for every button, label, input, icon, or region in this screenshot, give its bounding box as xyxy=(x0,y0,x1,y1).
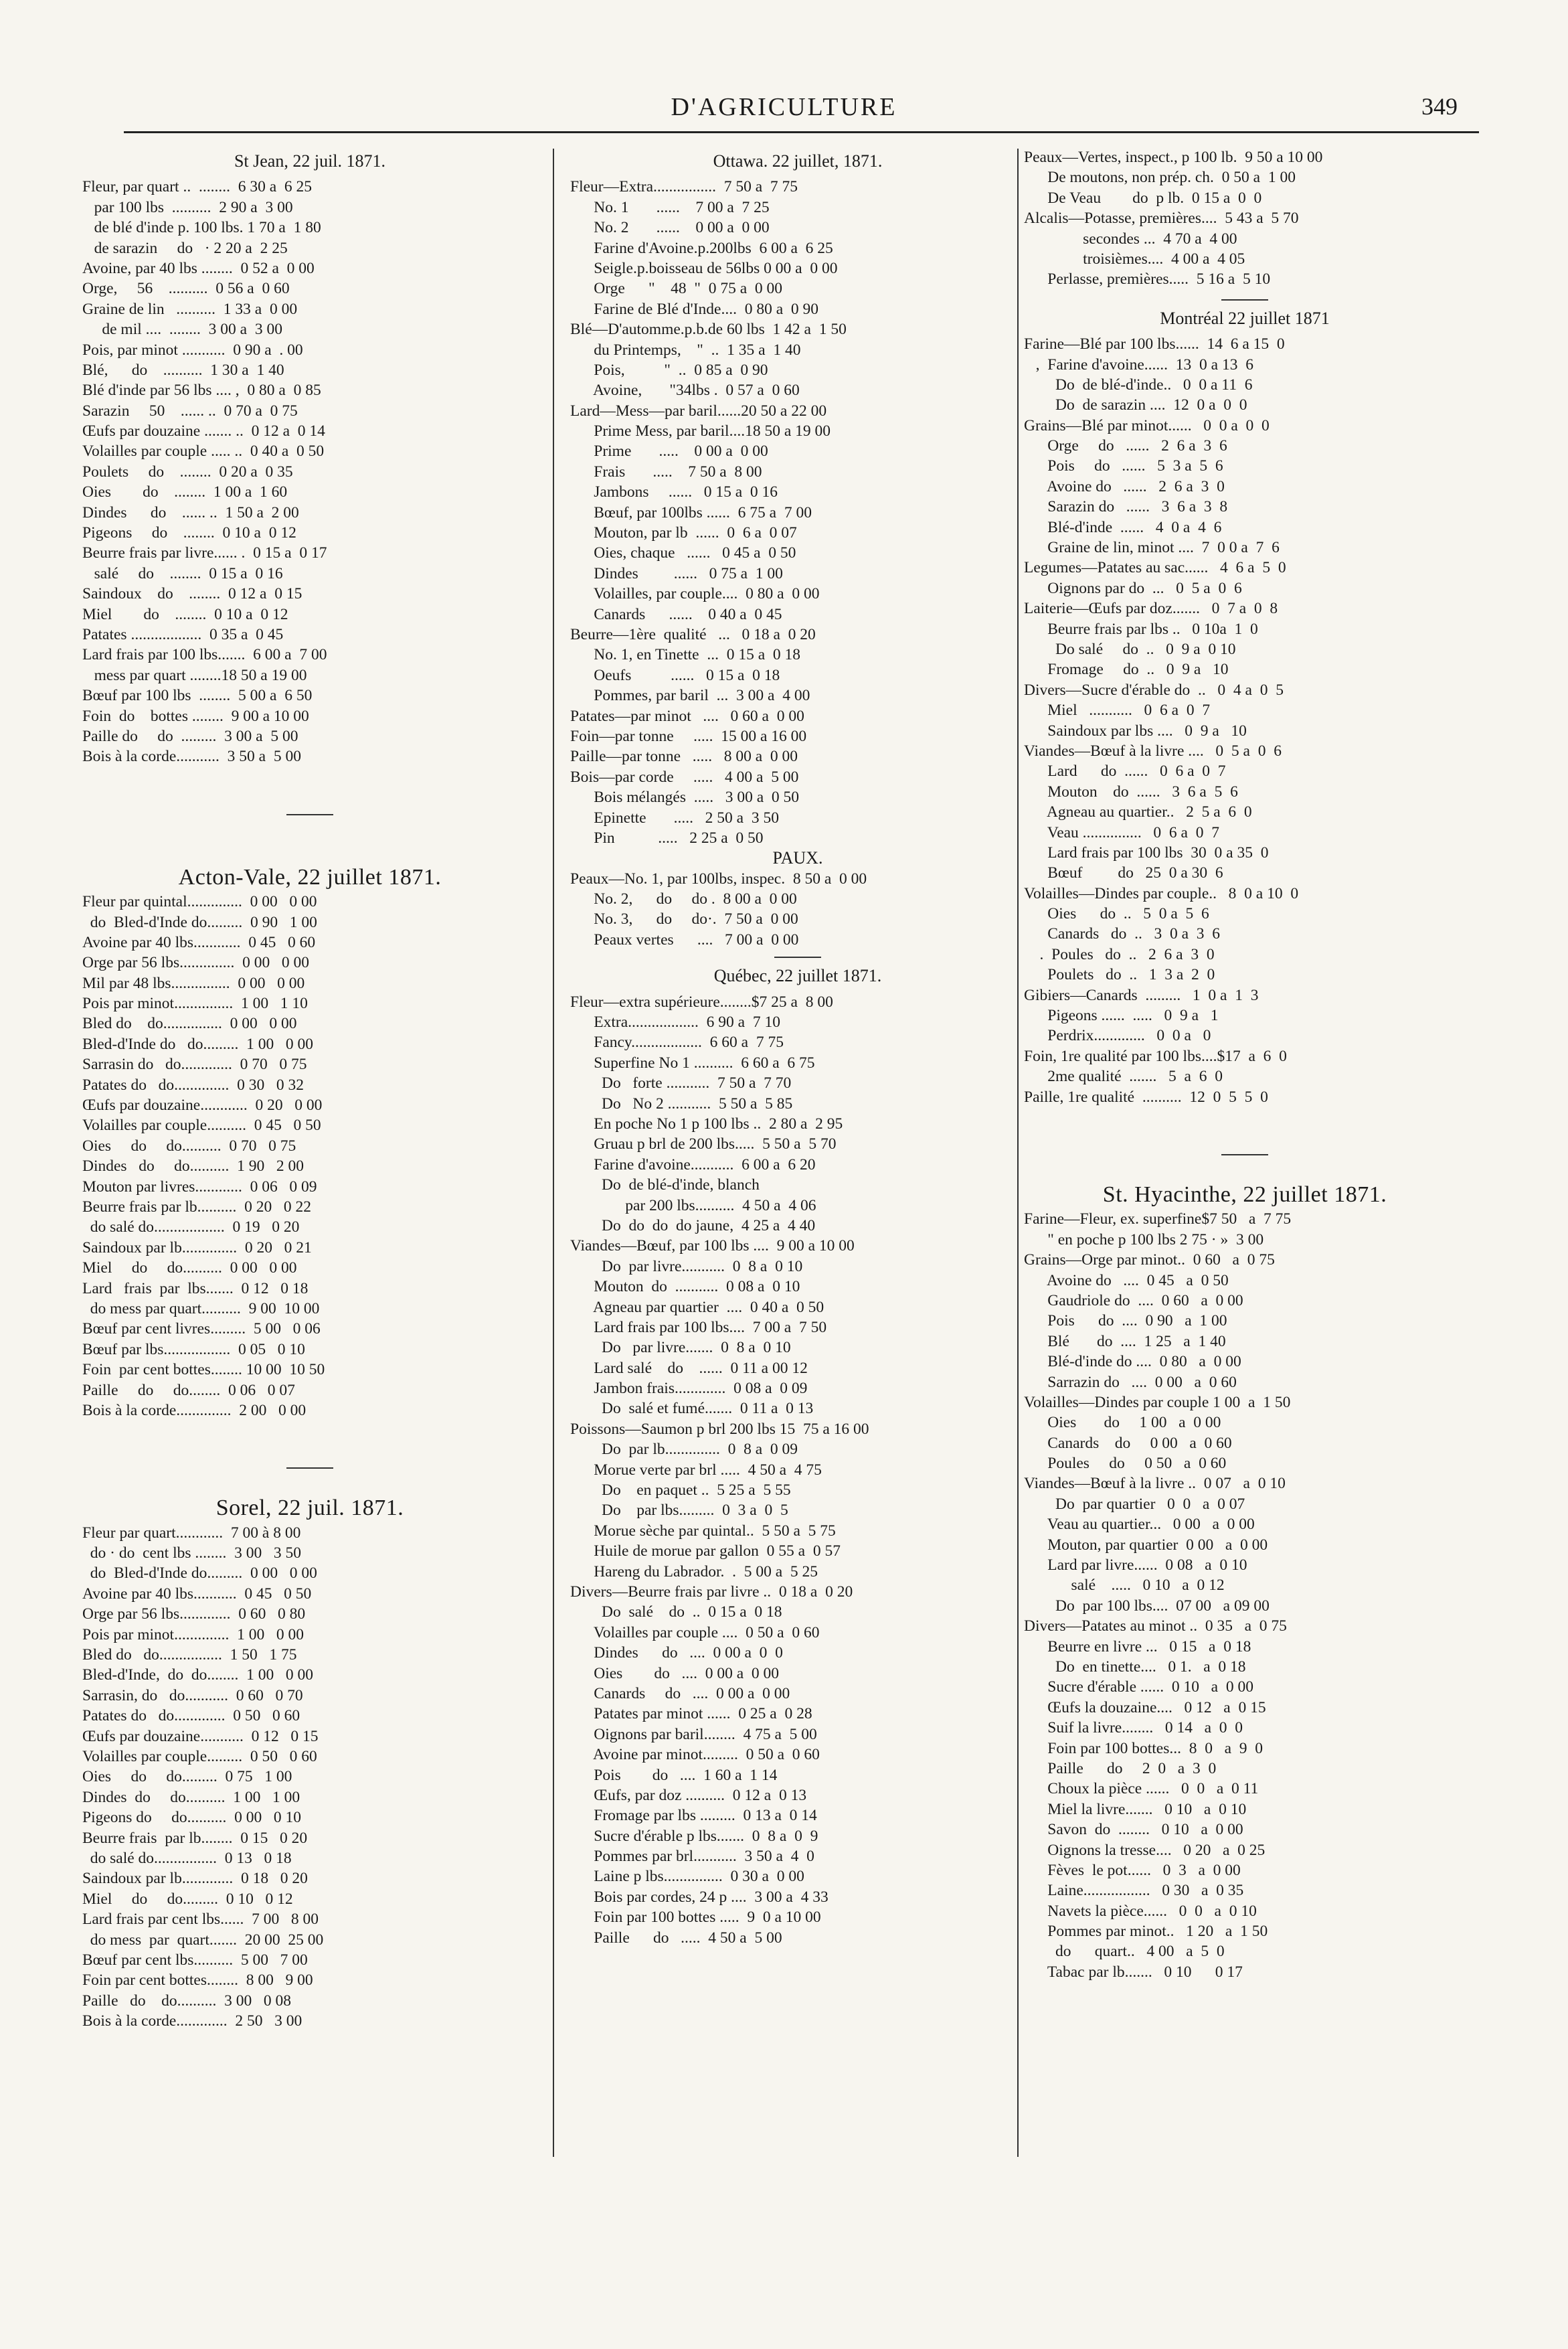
price-row: Beurre frais par lbs .. 0 10a 1 0 xyxy=(1024,620,1258,638)
column-divider-1 xyxy=(553,149,554,2157)
price-row: Fleur—extra supérieure........$7 25 a 8 00 xyxy=(570,993,833,1011)
market-sorel xyxy=(82,1495,537,2031)
price-row: Do salé do .. 0 9 a 0 10 xyxy=(1024,641,1236,658)
market-title: Sorel, 22 juil. 1871. xyxy=(215,1495,404,1521)
price-row: Choux la pièce ...... 0 0 a 0 11 xyxy=(1024,1780,1259,1798)
price-row: No. 2, do do . 8 00 a 0 00 xyxy=(570,890,797,908)
price-row: Canards do .... 0 00 a 0 00 xyxy=(570,1684,790,1702)
price-row: Pigeons do do.......... 0 00 0 10 xyxy=(82,1809,302,1827)
price-row: En poche No 1 p 100 lbs .. 2 80 a 2 95 xyxy=(570,1115,843,1133)
price-row: Foin par cent bottes........ 8 00 9 00 xyxy=(82,1971,313,1990)
price-row: Canards do .. 3 0 a 3 6 xyxy=(1024,925,1221,943)
price-row: Do en tinette.... 0 1. a 0 18 xyxy=(1024,1657,1246,1676)
price-row: Do par lbs......... 0 3 a 0 5 xyxy=(570,1502,788,1520)
price-row: No. 1, en Tinette ... 0 15 a 0 18 xyxy=(570,646,801,664)
price-row: Lard frais par lbs....... 0 12 0 18 xyxy=(82,1279,309,1297)
column-1 xyxy=(82,147,537,2031)
price-list xyxy=(82,1523,537,2032)
price-row: do · do cent lbs ........ 3 00 3 50 xyxy=(82,1544,302,1562)
price-row: Sarrasin do do............. 0 70 0 75 xyxy=(82,1056,307,1074)
price-row: Do par lb.............. 0 8 a 0 09 xyxy=(570,1441,798,1459)
price-row: Bœuf do 25 0 a 30 6 xyxy=(1024,864,1223,882)
price-row: Mouton do ........... 0 08 a 0 10 xyxy=(570,1278,800,1296)
price-row: Hareng du Labrador. . 5 00 a 5 25 xyxy=(570,1562,818,1581)
price-row: Viandes—Bœuf à la livre .. 0 07 a 0 10 xyxy=(1024,1475,1286,1493)
price-row: Bled-d'Inde, do do........ 1 00 0 00 xyxy=(82,1666,313,1684)
price-row: Bois à la corde........... 3 50 a 5 00 xyxy=(82,748,301,766)
price-row: Canards ...... 0 40 a 0 45 xyxy=(570,605,782,623)
price-row: Oies, chaque ...... 0 45 a 0 50 xyxy=(570,544,796,562)
price-row: de mil .... ........ 3 00 a 3 00 xyxy=(82,321,282,339)
price-row: Navets la pièce...... 0 0 a 0 10 xyxy=(1024,1902,1257,1920)
price-row: Foin—par tonne ..... 15 00 a 16 00 xyxy=(570,727,807,745)
price-row: Oignons par baril........ 4 75 a 5 00 xyxy=(570,1725,817,1743)
price-row: Oies do .. 5 0 a 5 6 xyxy=(1024,905,1209,923)
price-row: Volailles—Dindes par couple.. 8 0 a 10 0 xyxy=(1024,884,1299,902)
price-row: Lard par livre...... 0 08 a 0 10 xyxy=(1024,1556,1247,1574)
price-row: Pois do ...... 5 3 a 5 6 xyxy=(1024,457,1223,475)
section-divider xyxy=(286,1467,333,1469)
price-row: , Farine d'avoine...... 13 0 a 13 6 xyxy=(1024,355,1253,374)
price-row: Bois à la corde............. 2 50 3 00 xyxy=(82,2012,302,2030)
price-row: Agneau au quartier.. 2 5 a 6 0 xyxy=(1024,803,1252,821)
price-row: Paille do 2 0 a 3 0 xyxy=(1024,1759,1217,1777)
price-row: Peaux—Vertes, inspect., p 100 lb. 9 50 a 10 00 xyxy=(1024,149,1323,166)
market-title: Ottawa. 22 juillet, 1871. xyxy=(713,151,883,171)
price-row: troisièmes.... 4 00 a 4 05 xyxy=(1024,250,1245,268)
price-row: " en poche p 100 lbs 2 75 · » 3 00 xyxy=(1024,1230,1264,1248)
price-row: Bois—par corde ..... 4 00 a 5 00 xyxy=(570,768,799,786)
price-row: Sucre d'érable ...... 0 10 a 0 00 xyxy=(1024,1678,1253,1696)
price-row: Saindoux do ........ 0 12 a 0 15 xyxy=(82,585,302,603)
price-row: Oeufs ...... 0 15 a 0 18 xyxy=(570,666,780,684)
price-row: Blé d'inde par 56 lbs .... , 0 80 a 0 85 xyxy=(82,382,321,400)
price-row: Do No 2 ........... 5 50 a 5 85 xyxy=(570,1095,793,1113)
price-row: Laiterie—Œufs par doz....... 0 7 a 0 8 xyxy=(1024,600,1278,618)
price-row: Do de blé-d'inde.. 0 0 a 11 6 xyxy=(1024,376,1253,394)
price-row: Avoine do .... 0 45 a 0 50 xyxy=(1024,1271,1229,1289)
price-row: Frais ..... 7 50 a 8 00 xyxy=(570,463,762,481)
price-list xyxy=(570,992,1025,1948)
price-row: Volailles par couple......... 0 50 0 60 xyxy=(82,1748,317,1765)
price-row: Saindoux par lb............. 0 18 0 20 xyxy=(82,1870,308,1888)
market-title: St Jean, 22 juil. 1871. xyxy=(234,151,386,171)
price-row: Paille do do........ 0 06 0 07 xyxy=(82,1381,295,1399)
price-row: Avoine par minot......... 0 50 a 0 60 xyxy=(570,1746,820,1764)
price-row: Divers—Beurre frais par livre .. 0 18 a 0 20 xyxy=(570,1583,853,1601)
price-row: Patates par minot ...... 0 25 a 0 28 xyxy=(570,1705,812,1723)
price-row: mess par quart ........18 50 a 19 00 xyxy=(82,666,307,684)
price-row: Orge " 48 " 0 75 a 0 00 xyxy=(570,280,783,298)
price-row: Œufs par douzaine ....... .. 0 12 a 0 14 xyxy=(82,422,325,440)
price-row: Gaudriole do .... 0 60 a 0 00 xyxy=(1024,1291,1243,1309)
running-title: D'AGRICULTURE xyxy=(671,93,897,121)
price-row: Blé—D'automme.p.b.de 60 lbs 1 42 a 1 50 xyxy=(570,321,847,339)
price-row: do mess par quart....... 20 00 25 00 xyxy=(82,1931,324,1949)
price-row: Pommes par brl........... 3 50 a 4 0 xyxy=(570,1848,814,1866)
price-row: Avoine par 40 lbs............ 0 45 0 60 xyxy=(82,933,316,951)
market-title: Acton-Vale, 22 juillet 1871. xyxy=(178,864,442,890)
section-divider xyxy=(1221,299,1268,301)
price-row: Dindes do do.......... 1 00 1 00 xyxy=(82,1788,300,1806)
price-row: Do salé et fumé....... 0 11 a 0 13 xyxy=(570,1400,814,1418)
price-row: Do par livre....... 0 8 a 0 10 xyxy=(570,1339,791,1357)
price-row: Foin par cent bottes........ 10 00 10 50 xyxy=(82,1361,325,1379)
price-row: De moutons, non prép. ch. 0 50 a 1 00 xyxy=(1024,169,1296,187)
price-row: Foin, 1re qualité par 100 lbs....$17 a 6 0 xyxy=(1024,1047,1287,1065)
price-row: Lard—Mess—par baril......20 50 a 22 00 xyxy=(570,402,827,420)
price-row: Divers—Sucre d'érable do .. 0 4 a 0 5 xyxy=(1024,681,1284,699)
price-row: Fèves le pot...... 0 3 a 0 00 xyxy=(1024,1861,1241,1879)
market-st-hyacinthe xyxy=(1024,1182,1466,1982)
price-row: Patates .................. 0 35 a 0 45 xyxy=(82,626,284,643)
market-quebec xyxy=(570,966,1025,1948)
price-row: Peaux—No. 1, par 100lbs, inspec. 8 50 a 0 00 xyxy=(570,870,867,888)
price-row: Sarrazin do .... 0 00 a 0 60 xyxy=(1024,1373,1237,1391)
price-row: Pois par minot.............. 1 00 0 00 xyxy=(82,1625,304,1643)
price-row: Bled-d'Inde do do......... 1 00 0 00 xyxy=(82,1035,313,1053)
price-row: Bœuf par 100 lbs ........ 5 00 a 6 50 xyxy=(82,687,313,705)
price-row: Oignons par do ... 0 5 a 0 6 xyxy=(1024,579,1242,597)
price-row: No. 1 ...... 7 00 a 7 25 xyxy=(570,198,770,216)
market-title: Québec, 22 juillet 1871. xyxy=(713,966,882,986)
price-row: Legumes—Patates au sac...... 4 6 a 5 0 xyxy=(1024,559,1286,577)
price-row: Morue sèche par quintal.. 5 50 a 5 75 xyxy=(570,1522,836,1540)
price-row: . Poules do .. 2 6 a 3 0 xyxy=(1024,945,1215,963)
price-row: Prime Mess, par baril....18 50 a 19 00 xyxy=(570,422,831,440)
price-row: Bois mélangés ..... 3 00 a 0 50 xyxy=(570,789,800,807)
subsection-title: PAUX. xyxy=(772,848,823,868)
price-row: Beurre en livre ... 0 15 a 0 18 xyxy=(1024,1637,1251,1655)
price-row: Blé-d'inde do .... 0 80 a 0 00 xyxy=(1024,1353,1241,1371)
price-row: Pois, par minot ........... 0 90 a . 00 xyxy=(82,341,303,359)
price-row: Veau ............... 0 6 a 0 7 xyxy=(1024,823,1219,841)
price-row: Beurre—1ère qualité ... 0 18 a 0 20 xyxy=(570,626,816,643)
price-row: Bois par cordes, 24 p .... 3 00 a 4 33 xyxy=(570,1888,829,1906)
price-row: de sarazin do · 2 20 a 2 25 xyxy=(82,239,288,257)
header-rule xyxy=(124,131,1479,133)
price-row: par 100 lbs .......... 2 90 a 3 00 xyxy=(82,198,293,216)
price-row: Gruau p brl de 200 lbs..... 5 50 a 5 70 xyxy=(570,1135,837,1153)
price-row: Fleur—Extra................ 7 50 a 7 75 xyxy=(570,178,798,196)
price-row: Orge do ...... 2 6 a 3 6 xyxy=(1024,437,1227,455)
price-row: Blé, do .......... 1 30 a 1 40 xyxy=(82,361,284,379)
price-row: Bœuf, par 100lbs ...... 6 75 a 7 00 xyxy=(570,503,812,521)
price-row: do quart.. 4 00 a 5 0 xyxy=(1024,1943,1225,1961)
price-row: Miel la livre....... 0 10 a 0 10 xyxy=(1024,1800,1247,1818)
price-row: Laine p lbs............... 0 30 a 0 00 xyxy=(570,1868,804,1886)
market-acton-vale xyxy=(82,864,537,1421)
price-row: Œufs la douzaine.... 0 12 a 0 15 xyxy=(1024,1698,1266,1716)
price-row: Avoine, "34lbs . 0 57 a 0 60 xyxy=(570,382,800,400)
price-row: Beurre frais par livre...... . 0 15 a 0 17 xyxy=(82,544,327,562)
price-row: Dindes do ...... .. 1 50 a 2 00 xyxy=(82,503,299,521)
price-row: Perlasse, premières..... 5 16 a 5 10 xyxy=(1024,270,1271,289)
price-row: Farine d'Avoine.p.200lbs 6 00 a 6 25 xyxy=(570,239,833,257)
price-row: Dindes do do.......... 1 90 2 00 xyxy=(82,1157,304,1176)
price-row: Volailles par couple.......... 0 45 0 50 xyxy=(82,1117,321,1135)
market-title: Montréal 22 juillet 1871 xyxy=(1160,308,1330,328)
price-row: Suif la livre........ 0 14 a 0 0 xyxy=(1024,1719,1243,1737)
price-row: Sarrasin, do do........... 0 60 0 70 xyxy=(82,1686,303,1704)
price-row: Oies do do.......... 0 70 0 75 xyxy=(82,1137,296,1155)
price-row: Epinette ..... 2 50 a 3 50 xyxy=(570,809,779,827)
price-list xyxy=(1024,147,1466,290)
price-row: Volailles par couple .... 0 50 a 0 60 xyxy=(570,1623,820,1641)
price-row: Avoine do ...... 2 6 a 3 0 xyxy=(1024,477,1225,495)
price-row: Do do do do jaune, 4 25 a 4 40 xyxy=(570,1216,816,1234)
price-row: Poissons—Saumon p brl 200 lbs 15 75 a 16 00 xyxy=(570,1420,869,1438)
price-row: Pommes par minot.. 1 20 a 1 50 xyxy=(1024,1923,1268,1941)
price-row: Poulets do ........ 0 20 a 0 35 xyxy=(82,463,293,481)
market-montreal xyxy=(1024,309,1466,1107)
price-list xyxy=(570,177,1025,848)
price-row: Prime ..... 0 00 a 0 00 xyxy=(570,442,768,461)
price-row: Farine—Fleur, ex. superfine$7 50 a 7 75 xyxy=(1024,1210,1292,1228)
price-row: do salé do................ 0 13 0 18 xyxy=(82,1849,292,1867)
price-row: Foin par 100 bottes ..... 9 0 a 10 00 xyxy=(570,1909,821,1927)
price-row: Sucre d'érable p lbs....... 0 8 a 0 9 xyxy=(570,1827,818,1845)
price-row: Do par livre........... 0 8 a 0 10 xyxy=(570,1257,803,1275)
page-number: 349 xyxy=(1421,93,1458,120)
price-row: No. 2 ...... 0 00 a 0 00 xyxy=(570,219,770,237)
price-row: Do en paquet .. 5 25 a 5 55 xyxy=(570,1481,791,1500)
price-row: No. 3, do do·. 7 50 a 0 00 xyxy=(570,910,798,928)
price-row: Œufs, par doz .......... 0 12 a 0 13 xyxy=(570,1786,807,1804)
price-row: Jambons ...... 0 15 a 0 16 xyxy=(570,483,778,501)
price-row: Pois do .... 0 90 a 1 00 xyxy=(1024,1312,1227,1330)
price-row: Paille do do ......... 3 00 a 5 00 xyxy=(82,727,298,745)
price-row: Œufs par douzaine........... 0 12 0 15 xyxy=(82,1727,319,1745)
price-row: Farine de Blé d'Inde.... 0 80 a 0 90 xyxy=(570,300,819,318)
price-row: Jambon frais............. 0 08 a 0 09 xyxy=(570,1380,808,1398)
price-row: Fancy.................. 6 60 a 7 75 xyxy=(570,1034,784,1052)
price-row: Bled do do................ 1 50 1 75 xyxy=(82,1646,297,1664)
price-row: Viandes—Bœuf, par 100 lbs .... 9 00 a 10 00 xyxy=(570,1237,855,1255)
price-row: de blé d'inde p. 100 lbs. 1 70 a 1 80 xyxy=(82,219,321,237)
price-row: Oignons la tresse.... 0 20 a 0 25 xyxy=(1024,1841,1266,1859)
price-row: Fromage par lbs ......... 0 13 a 0 14 xyxy=(570,1807,817,1825)
price-row: Blé do .... 1 25 a 1 40 xyxy=(1024,1332,1226,1350)
price-row: Divers—Patates au minot .. 0 35 a 0 75 xyxy=(1024,1617,1287,1635)
price-row: Paille, 1re qualité .......... 12 0 5 5 0 xyxy=(1024,1088,1268,1106)
price-row: Do salé do .. 0 15 a 0 18 xyxy=(570,1603,782,1621)
price-row: Pois, " .. 0 85 a 0 90 xyxy=(570,361,768,379)
price-row: Paille do ..... 4 50 a 5 00 xyxy=(570,1929,782,1947)
price-row: secondes ... 4 70 a 4 00 xyxy=(1024,230,1237,248)
price-row: Orge par 56 lbs............. 0 60 0 80 xyxy=(82,1605,306,1623)
price-row: Volailles par couple ..... .. 0 40 a 0 50 xyxy=(82,442,325,461)
page-header xyxy=(0,0,1568,134)
price-row: Blé-d'inde ...... 4 0 a 4 6 xyxy=(1024,518,1222,536)
price-row: Farine d'avoine........... 6 00 a 6 20 xyxy=(570,1155,816,1173)
price-row: Volailles, par couple.... 0 80 a 0 00 xyxy=(570,585,820,603)
price-row: Bois à la corde.............. 2 00 0 00 xyxy=(82,1401,307,1419)
price-row: Miel do do.......... 0 00 0 00 xyxy=(82,1259,297,1277)
price-row: Patates do do............. 0 50 0 60 xyxy=(82,1707,300,1725)
section-divider xyxy=(1221,1154,1268,1155)
price-row: Graine de lin .......... 1 33 a 0 00 xyxy=(82,300,298,318)
price-row: Foin par 100 bottes... 8 0 a 9 0 xyxy=(1024,1739,1264,1757)
price-row: Fromage do .. 0 9 a 10 xyxy=(1024,661,1229,679)
price-row: Gibiers—Canards ......... 1 0 a 1 3 xyxy=(1024,986,1259,1004)
price-list xyxy=(1024,1209,1466,1982)
price-list xyxy=(82,892,537,1421)
price-row: Saindoux par lb.............. 0 20 0 21 xyxy=(82,1238,312,1257)
price-row: Alcalis—Potasse, premières.... 5 43 a 5 70 xyxy=(1024,210,1299,228)
price-row: Pois do .... 1 60 a 1 14 xyxy=(570,1766,778,1784)
price-row: Oies do 1 00 a 0 00 xyxy=(1024,1414,1221,1432)
price-row: Lard frais par 100 lbs....... 6 00 a 7 00 xyxy=(82,646,327,664)
price-row: Veau au quartier... 0 00 a 0 00 xyxy=(1024,1516,1255,1534)
price-row: Mouton, par lb ...... 0 6 a 0 07 xyxy=(570,524,797,542)
price-row: salé do ........ 0 15 a 0 16 xyxy=(82,564,283,582)
market-st-jean xyxy=(82,151,537,767)
price-row: Superfine No 1 .......... 6 60 a 6 75 xyxy=(570,1054,815,1072)
price-row: Miel do ........ 0 10 a 0 12 xyxy=(82,605,288,623)
price-row: Oies do ........ 1 00 a 1 60 xyxy=(82,483,288,501)
price-row: Grains—Orge par minot.. 0 60 a 0 75 xyxy=(1024,1251,1275,1269)
price-row: Dindes do .... 0 00 a 0 0 xyxy=(570,1644,783,1662)
price-list xyxy=(570,869,1025,951)
price-row: Sarazin 50 ...... .. 0 70 a 0 75 xyxy=(82,402,298,420)
price-row: Peaux vertes .... 7 00 a 0 00 xyxy=(570,930,799,949)
price-row: Tabac par lb....... 0 10 0 17 xyxy=(1024,1963,1243,1981)
price-row: Oies do .... 0 00 a 0 00 xyxy=(570,1664,780,1682)
price-row: Bœuf par cent livres......... 5 00 0 06 xyxy=(82,1320,321,1338)
price-row: Patates do do.............. 0 30 0 32 xyxy=(82,1076,304,1094)
price-row: Do de blé-d'inde, blanch xyxy=(570,1176,760,1194)
price-row: Miel do do......... 0 10 0 12 xyxy=(82,1890,293,1908)
price-row: Poules do 0 50 a 0 60 xyxy=(1024,1455,1227,1473)
price-row: Lard do ...... 0 6 a 0 7 xyxy=(1024,762,1226,781)
price-row: Mil par 48 lbs............... 0 00 0 00 xyxy=(82,974,305,992)
price-row: Poulets do .. 1 3 a 2 0 xyxy=(1024,966,1215,984)
price-row: Lard frais par 100 lbs 30 0 a 35 0 xyxy=(1024,843,1269,862)
price-row: Œufs par douzaine............ 0 20 0 00 xyxy=(82,1097,323,1115)
price-row: Saindoux par lbs .... 0 9 a 10 xyxy=(1024,722,1247,740)
price-row: Beurre frais par lb........ 0 15 0 20 xyxy=(82,1829,308,1847)
price-row: Mouton, par quartier 0 00 a 0 00 xyxy=(1024,1536,1268,1554)
price-row: Paille—par tonne ..... 8 00 a 0 00 xyxy=(570,748,798,766)
price-row: du Printemps, " .. 1 35 a 1 40 xyxy=(570,341,801,359)
price-row: Pommes, par baril ... 3 00 a 4 00 xyxy=(570,687,810,705)
price-row: Mouton par livres............ 0 06 0 09 xyxy=(82,1178,317,1196)
price-row: Lard frais par cent lbs...... 7 00 8 00 xyxy=(82,1911,319,1929)
section-divider xyxy=(286,814,333,815)
market-title: St. Hyacinthe, 22 juillet 1871. xyxy=(1102,1182,1387,1207)
price-row: Pigeons ...... ..... 0 9 a 1 xyxy=(1024,1007,1219,1025)
price-row: do Bled-d'Inde do......... 0 00 0 00 xyxy=(82,1564,317,1583)
price-row: Bœuf par lbs................. 0 05 0 10 xyxy=(82,1340,305,1358)
price-row: Orge par 56 lbs.............. 0 00 0 00 xyxy=(82,954,309,972)
price-row: Bœuf par cent lbs.......... 5 00 7 00 xyxy=(82,1951,308,1969)
price-row: Grains—Blé par minot...... 0 0 a 0 0 xyxy=(1024,416,1270,434)
market-peaux-alcalis xyxy=(1024,147,1466,290)
price-row: Avoine, par 40 lbs ........ 0 52 a 0 00 xyxy=(82,259,315,277)
price-row: Viandes—Bœuf à la livre .... 0 5 a 0 6 xyxy=(1024,742,1282,760)
price-row: Do par 100 lbs.... 07 00 a 09 00 xyxy=(1024,1597,1270,1615)
price-row: Fleur, par quart .. ........ 6 30 a 6 25 xyxy=(82,178,313,196)
price-row: Foin do bottes ........ 9 00 a 10 00 xyxy=(82,707,309,725)
price-row: Huile de morue par gallon 0 55 a 0 57 xyxy=(570,1542,841,1560)
price-row: Lard frais par 100 lbs.... 7 00 a 7 50 xyxy=(570,1318,827,1336)
price-row: Avoine par 40 lbs........... 0 45 0 50 xyxy=(82,1585,312,1603)
price-row: Seigle.p.boisseau de 56lbs 0 00 a 0 00 xyxy=(570,259,838,277)
price-row: Miel ........... 0 6 a 0 7 xyxy=(1024,702,1211,720)
price-row: par 200 lbs.......... 4 50 a 4 06 xyxy=(570,1196,816,1214)
price-list xyxy=(1024,334,1466,1107)
price-row: De Veau do p lb. 0 15 a 0 0 xyxy=(1024,189,1262,207)
section-divider xyxy=(774,957,821,958)
market-ottawa xyxy=(570,151,1025,950)
price-row: Fleur par quart............ 7 00 à 8 00 xyxy=(82,1524,301,1542)
price-row: Savon do ........ 0 10 a 0 00 xyxy=(1024,1821,1243,1839)
price-row: do mess par quart.......... 9 00 10 00 xyxy=(82,1299,320,1317)
price-row: do Bled-d'Inde do......... 0 90 1 00 xyxy=(82,913,317,931)
column-3 xyxy=(1024,147,1466,1982)
price-row: Bled do do............... 0 00 0 00 xyxy=(82,1015,297,1033)
price-row: Pigeons do ........ 0 10 a 0 12 xyxy=(82,524,296,542)
price-row: Volailles—Dindes par couple 1 00 a 1 50 xyxy=(1024,1393,1291,1411)
price-row: Perdrix............. 0 0 a 0 xyxy=(1024,1027,1211,1045)
price-row: Pin ..... 2 25 a 0 50 xyxy=(570,829,764,847)
price-row: Agneau par quartier .... 0 40 a 0 50 xyxy=(570,1298,824,1316)
price-row: Orge, 56 .......... 0 56 a 0 60 xyxy=(82,280,290,298)
price-row: Laine................. 0 30 a 0 35 xyxy=(1024,1882,1244,1900)
price-row: Do de sarazin .... 12 0 a 0 0 xyxy=(1024,396,1247,414)
price-row: Do par quartier 0 0 a 0 07 xyxy=(1024,1495,1245,1513)
price-row: Oies do do......... 0 75 1 00 xyxy=(82,1768,292,1786)
price-row: Paille do do.......... 3 00 0 08 xyxy=(82,1992,292,2010)
price-row: Patates—par minot .... 0 60 a 0 00 xyxy=(570,707,804,725)
price-row: Canards do 0 00 a 0 60 xyxy=(1024,1434,1232,1452)
price-row: Mouton do ...... 3 6 a 5 6 xyxy=(1024,783,1238,801)
price-row: Dindes ...... 0 75 a 1 00 xyxy=(570,564,783,582)
price-row: Beurre frais par lb.......... 0 20 0 22 xyxy=(82,1198,311,1216)
price-row: Pois par minot............... 1 00 1 10 xyxy=(82,995,308,1013)
price-row: Extra.................. 6 90 a 7 10 xyxy=(570,1014,780,1032)
price-row: salé ..... 0 10 a 0 12 xyxy=(1024,1576,1225,1595)
price-row: Farine—Blé par 100 lbs...... 14 6 a 15 0 xyxy=(1024,335,1285,353)
price-row: 2me qualité ....... 5 a 6 0 xyxy=(1024,1068,1223,1086)
price-row: Lard salé do ...... 0 11 a 00 12 xyxy=(570,1359,808,1377)
price-row: Graine de lin, minot .... 7 0 0 a 7 6 xyxy=(1024,539,1280,557)
price-row: Sarazin do ...... 3 6 a 3 8 xyxy=(1024,498,1228,516)
price-row: Fleur par quintal.............. 0 00 0 00 xyxy=(82,893,317,911)
column-2 xyxy=(570,147,1025,1948)
price-row: Do forte ........... 7 50 a 7 70 xyxy=(570,1074,792,1092)
price-row: Morue verte par brl ..... 4 50 a 4 75 xyxy=(570,1461,822,1479)
price-list xyxy=(82,177,537,766)
price-row: do salé do.................. 0 19 0 20 xyxy=(82,1218,300,1236)
